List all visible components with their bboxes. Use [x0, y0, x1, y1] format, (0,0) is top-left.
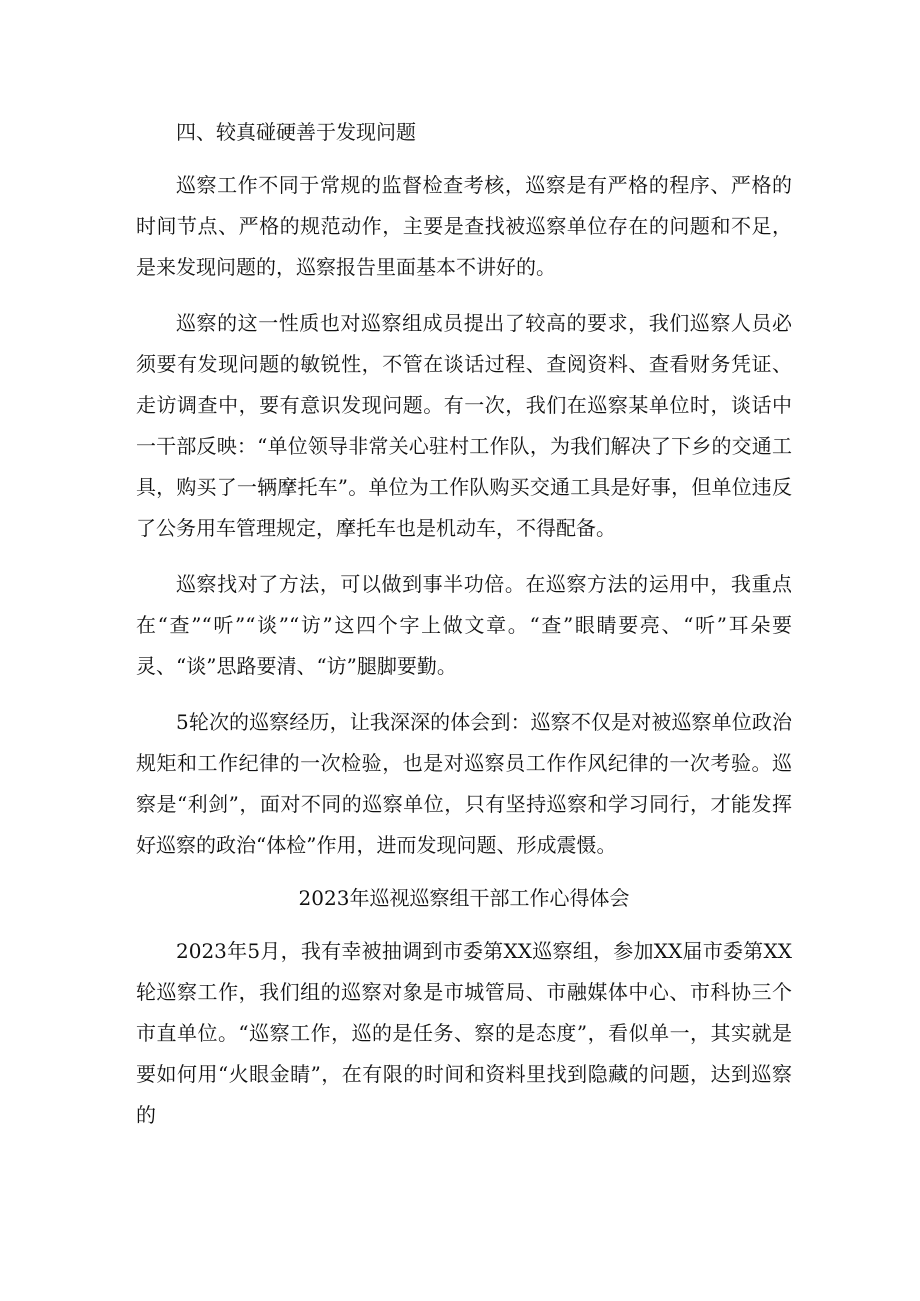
section-heading: 四、较真碰硬善于发现问题 — [176, 120, 416, 144]
paragraph-4: 5轮次的巡察经历，让我深深的体会到：巡察不仅是对被巡察单位政治规矩和工作纪律的一次检验，也是对巡察员工作作风纪律的一次考验。巡察是“利剑”，面对不同的巡察单位，只有坚持巡察和学习同行，才能发挥好巡察的政治“体检”作用，进而发现问题、形成震慑。 — [136, 710, 792, 857]
paragraph-1: 巡察工作不同于常规的监督检查考核，巡察是有严格的程序、严格的时间节点、严格的规范动作，主要是查找被巡察单位存在的问题和不足，是来发现问题的，巡察报告里面基本不讲好的。 — [136, 173, 792, 279]
document-body — [136, 112, 792, 1136]
paragraph-3: 巡察找对了方法，可以做到事半功倍。在巡察方法的运用中，我重点在“查”“听”“谈”“访”这四个字上做文章。“查”眼睛要亮、“听”耳朵要灵、“谈”思路要清、“访”腿脚要勤。 — [136, 572, 792, 678]
article-title: 2023年巡视巡察组干部工作心得体会 — [298, 886, 630, 910]
paragraph-2: 巡察的这一性质也对巡察组成员提出了较高的要求，我们巡察人员必须要有发现问题的敏锐性，不管在谈话过程、查阅资料、查看财务凭证、走访调查中，要有意识发现问题。有一次，我们在巡察某单位时，谈话中一干部反映：“单位领导非常关心驻村工作队，为我们解决了下乡的交通工具，购买了一辆摩托车”。单位为工作队购买交通工具是好事，但单位违反了公务用车管理规定，摩托车也是机动车，不得配备。 — [136, 311, 792, 540]
paragraph-5: 2023年5月，我有幸被抽调到市委第XX巡察组，参加XX届市委第XX轮巡察工作，我们组的巡察对象是市城管局、市融媒体中心、市科协三个市直单位。“巡察工作，巡的是任务、察的是态度”，看似单一，其实就是要如何用“火眼金睛”，在有限的时间和资料里找到隐藏的问题，达到巡察的 — [136, 939, 792, 1127]
